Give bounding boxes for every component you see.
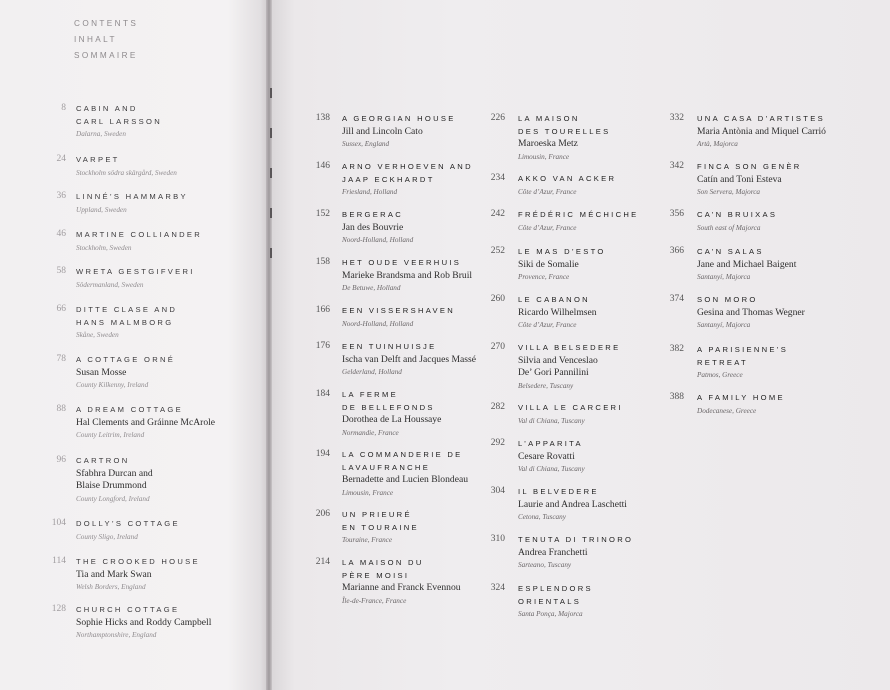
entry-body xyxy=(76,229,241,255)
entry-body xyxy=(76,266,241,292)
entry-place: Artà, Majorca xyxy=(697,140,738,148)
page-number: 282 xyxy=(490,402,505,412)
entry-title: HET OUDE VEERHUIS xyxy=(342,258,462,267)
entry-body xyxy=(697,392,847,418)
entry-title: HANS MALMBORG xyxy=(76,317,174,327)
entry-title: ESPLENDORS xyxy=(518,584,593,593)
entry-title: DE BELLEFONDS xyxy=(342,402,435,412)
gutter-mark xyxy=(270,208,272,218)
entry-body xyxy=(697,294,847,332)
contents-heading-fr: SOMMAIRE xyxy=(74,51,138,60)
entry-title: TENUTA DI TRINORO xyxy=(518,535,634,544)
entry-title: SON MORO xyxy=(697,295,758,304)
entry-people: Marieke Brandsma and Rob Bruil xyxy=(342,269,473,281)
entry-title: LA COMMANDERIE DE xyxy=(342,450,463,459)
entry-title: IL BELVEDERE xyxy=(518,487,599,496)
page-number: 374 xyxy=(669,294,684,304)
entry-title: ARNO VERHOEVEN AND xyxy=(342,162,473,171)
entry-people: Laurie and Andrea Laschetti xyxy=(518,498,627,510)
page-number: 310 xyxy=(490,534,505,544)
entry-body xyxy=(518,294,683,332)
entry-people: Gesina and Thomas Wegner xyxy=(697,306,805,318)
contents-heading-de: INHALT xyxy=(74,35,117,44)
entry-place: County Sligo, Ireland xyxy=(76,532,138,541)
entry-place: Gelderland, Holland xyxy=(342,368,402,376)
gutter-mark xyxy=(270,128,272,138)
page-number: 304 xyxy=(490,486,505,496)
page-number: 96 xyxy=(56,455,66,465)
entry-title: A DREAM COTTAGE xyxy=(76,405,183,414)
entry-body xyxy=(76,404,241,442)
page-number: 366 xyxy=(669,246,684,256)
page-number: 226 xyxy=(490,113,505,123)
entry-place: Dalarna, Sweden xyxy=(76,130,126,138)
entry-place: County Kilkenny, Ireland xyxy=(76,381,149,389)
entry-title: A COTTAGE ORNÉ xyxy=(76,355,176,364)
entry-body xyxy=(76,154,241,180)
page-number: 270 xyxy=(490,342,505,352)
page-number: 24 xyxy=(56,154,66,164)
entry-title: UN PRIEURÉ xyxy=(342,510,412,519)
entry-place: Welsh Borders, England xyxy=(76,583,146,591)
entry-place: Île-de-France, France xyxy=(342,596,407,605)
entry-place: Côte d’Azur, France xyxy=(518,321,577,329)
entry-body xyxy=(518,113,683,164)
entry-body xyxy=(518,438,683,476)
gutter-mark xyxy=(270,248,272,258)
page-number: 8 xyxy=(61,103,66,113)
entry-body xyxy=(697,246,847,284)
entry-body xyxy=(697,344,847,382)
entry-people: De’ Gori Pannilini xyxy=(518,367,589,378)
page-number: 388 xyxy=(669,392,684,402)
entry-people: Hal Clements and Gráinne McArole xyxy=(76,416,216,428)
entry-body xyxy=(342,389,507,440)
entry-title: LINNÉ’S HAMMARBY xyxy=(76,192,188,201)
entry-place: Santanyí, Majorca xyxy=(697,273,751,281)
entry-title: FINCA SON GENÈR xyxy=(697,162,802,171)
entry-body xyxy=(518,402,683,428)
page-number: 66 xyxy=(56,304,66,314)
entry-place: Friesland, Holland xyxy=(342,188,398,196)
entry-title: DITTE CLASE AND xyxy=(76,305,178,314)
entry-body xyxy=(76,354,241,392)
entry-place: Belsedere, Tuscany xyxy=(518,381,574,390)
entry-people: Blaise Drummond xyxy=(76,480,147,491)
page-number: 78 xyxy=(56,354,66,364)
entry-title: VILLA BELSEDERE xyxy=(518,343,621,352)
entry-people: Jane and Michael Baigent xyxy=(697,258,797,270)
entry-body xyxy=(76,604,241,642)
entry-place: Son Servera, Majorca xyxy=(697,188,761,196)
page-number: 128 xyxy=(51,604,66,614)
entry-title: L’APPARITA xyxy=(518,439,583,448)
entry-people: Maroeska Metz xyxy=(518,138,578,149)
entry-title: DOLLY’S COTTAGE xyxy=(76,519,180,528)
entry-title: THE CROOKED HOUSE xyxy=(76,557,200,566)
page-number: 260 xyxy=(490,294,505,304)
entry-title: LA MAISON DU xyxy=(342,558,424,567)
entry-place: Santa Ponça, Majorca xyxy=(518,610,583,618)
entry-body xyxy=(518,534,683,572)
entry-title: WRETA GESTGIFVERI xyxy=(76,267,195,276)
entry-people: Bernadette and Lucien Blondeau xyxy=(342,474,469,485)
entry-title: EEN VISSERSHAVEN xyxy=(342,306,456,315)
entry-body xyxy=(518,486,683,524)
entry-place: Val di Chiana, Tuscany xyxy=(518,416,585,425)
entry-body xyxy=(518,583,683,621)
entry-place: De Betuwe, Holland xyxy=(342,284,401,292)
page-number: 194 xyxy=(315,449,330,459)
entry-title: CHURCH COTTAGE xyxy=(76,605,180,614)
page-number: 114 xyxy=(52,556,66,566)
entry-people: Marianne and Franck Evennou xyxy=(342,582,461,593)
entry-title: MARTINE COLLIANDER xyxy=(76,230,203,239)
page-number: 36 xyxy=(56,191,66,201)
page-number: 214 xyxy=(315,557,330,567)
entry-title: EEN TUINHUISJE xyxy=(342,342,437,351)
entry-body xyxy=(76,191,241,217)
entry-place: Sarteano, Tuscany xyxy=(518,561,572,569)
page-number: 382 xyxy=(669,344,684,354)
page-number: 176 xyxy=(315,341,330,351)
entry-title: A FAMILY HOME xyxy=(697,393,785,402)
entry-people: Siki de Somalie xyxy=(518,258,579,270)
entry-people: Sfabhra Durcan and xyxy=(76,467,153,479)
entry-title: LA FERME xyxy=(342,390,398,399)
entry-place: Uppland, Sweden xyxy=(76,205,127,214)
entry-people: Jill and Lincoln Cato xyxy=(342,125,423,137)
entry-body xyxy=(76,304,241,342)
entry-people: Susan Mosse xyxy=(76,366,127,378)
entry-people: Jan des Bouvrie xyxy=(342,221,404,233)
entry-people: Sophie Hicks and Roddy Campbell xyxy=(76,616,212,628)
entry-title: LA MAISON xyxy=(518,114,580,123)
contents-heading-en: CONTENTS xyxy=(74,19,139,28)
entry-body xyxy=(342,257,507,295)
page-number: 58 xyxy=(56,266,66,276)
entry-place: Sussex, England xyxy=(342,140,390,148)
entry-people: Tia and Mark Swan xyxy=(76,568,152,580)
entry-title: CARL LARSSON xyxy=(76,116,162,126)
entry-place: Côte d’Azur, France xyxy=(518,187,577,196)
entry-body xyxy=(518,246,683,284)
entry-place: County Leitrim, Ireland xyxy=(76,431,145,439)
entry-body xyxy=(518,209,683,235)
page-number: 324 xyxy=(490,583,505,593)
entry-body xyxy=(697,113,847,151)
book-spine xyxy=(266,0,272,690)
entry-people: Cesare Rovatti xyxy=(518,450,575,462)
entry-title: PÈRE MOISI xyxy=(342,570,410,580)
entry-people: Ischa van Delft and Jacques Massé xyxy=(342,353,476,365)
entry-title: CA’N SALAS xyxy=(697,247,764,256)
entry-title: LE CABANON xyxy=(518,295,590,304)
entry-people: Catín and Toni Esteva xyxy=(697,173,782,185)
entry-title: FRÉDÉRIC MÉCHICHE xyxy=(518,210,639,219)
page-number: 184 xyxy=(315,389,330,399)
page-number: 356 xyxy=(669,209,684,219)
entry-place: Normandie, France xyxy=(342,428,399,437)
entry-title: A PARISIENNE’S xyxy=(697,345,789,354)
contents-heading xyxy=(74,16,138,64)
entry-title: CA’N BRUIXAS xyxy=(697,210,778,219)
gutter-mark xyxy=(270,88,272,98)
entry-place: Côte d’Azur, France xyxy=(518,223,577,232)
entry-title: VILLA LE CARCERI xyxy=(518,403,623,412)
entry-place: Provence, France xyxy=(518,273,570,281)
entry-place: Patmos, Greece xyxy=(697,371,743,379)
entry-body xyxy=(76,518,241,544)
page-number: 252 xyxy=(490,246,505,256)
page-number: 206 xyxy=(315,509,330,519)
entry-place: Val di Chiana, Tuscany xyxy=(518,465,585,473)
entry-place: Noord-Holland, Holland xyxy=(342,236,414,244)
entry-people: Ricardo Wilhelmsen xyxy=(518,306,597,318)
page-number: 292 xyxy=(490,438,505,448)
entry-body xyxy=(342,305,507,331)
entry-people: Dorothea de La Houssaye xyxy=(342,414,442,425)
entry-title: AKKO VAN ACKER xyxy=(518,174,617,183)
entry-title: LAVAUFRANCHE xyxy=(342,462,431,472)
page-number: 138 xyxy=(315,113,330,123)
entry-place: Stockholm, Sweden xyxy=(76,243,132,252)
page-number: 234 xyxy=(490,173,505,183)
entry-body xyxy=(76,455,241,506)
entry-body xyxy=(697,209,847,235)
entry-title: A GEORGIAN HOUSE xyxy=(342,114,456,123)
entry-title: CARTRON xyxy=(76,456,130,465)
entry-title: BERGERAC xyxy=(342,210,404,219)
entry-place: Northamptonshire, England xyxy=(76,631,157,639)
entry-place: Cetona, Tuscany xyxy=(518,513,566,521)
entry-body xyxy=(76,556,241,594)
entry-title: DES TOURELLES xyxy=(518,126,611,136)
entry-people: Maria Antònia and Miquel Carrió xyxy=(697,125,826,137)
page-number: 158 xyxy=(315,257,330,267)
entry-place: County Longford, Ireland xyxy=(76,494,150,503)
entry-people: Andrea Franchetti xyxy=(518,546,588,558)
page-number: 332 xyxy=(669,113,684,123)
entry-place: Södermanland, Sweden xyxy=(76,280,144,289)
entry-title: EN TOURAINE xyxy=(342,522,419,532)
entry-title: RETREAT xyxy=(697,357,748,367)
gutter-mark xyxy=(270,168,272,178)
entry-body xyxy=(76,103,241,141)
page-number: 152 xyxy=(315,209,330,219)
entry-place: Noord-Holland, Holland xyxy=(342,319,414,328)
page-number: 166 xyxy=(315,305,330,315)
entry-place: Limousin, France xyxy=(518,152,570,161)
entry-body xyxy=(697,161,847,199)
entry-people: Silvia and Venceslao xyxy=(518,354,598,366)
entry-title: ORIENTALS xyxy=(518,596,582,606)
entry-place: Limousin, France xyxy=(342,488,394,497)
entry-place: Dodecanese, Greece xyxy=(697,406,757,415)
page-number: 242 xyxy=(490,209,505,219)
entry-place: Santanyí, Majorca xyxy=(697,321,751,329)
entry-place: Stockholm södra skärgård, Sweden xyxy=(76,168,177,177)
entry-body xyxy=(518,173,683,199)
entry-body xyxy=(518,342,683,393)
entry-place: South east of Majorca xyxy=(697,223,761,232)
entry-title: CABIN AND xyxy=(76,104,138,113)
entry-title: LE MAS D’ESTO xyxy=(518,247,606,256)
entry-title: UNA CASA D’ARTISTES xyxy=(697,114,825,123)
page-number: 146 xyxy=(315,161,330,171)
page-number: 342 xyxy=(669,161,684,171)
entry-place: Skåne, Sweden xyxy=(76,331,119,339)
entry-title: VARPET xyxy=(76,155,120,164)
page-number: 88 xyxy=(56,404,66,414)
page-number: 46 xyxy=(56,229,66,239)
entry-title: JAAP ECKHARDT xyxy=(342,174,435,184)
page-number: 104 xyxy=(51,518,66,528)
entry-place: Touraine, France xyxy=(342,536,393,544)
